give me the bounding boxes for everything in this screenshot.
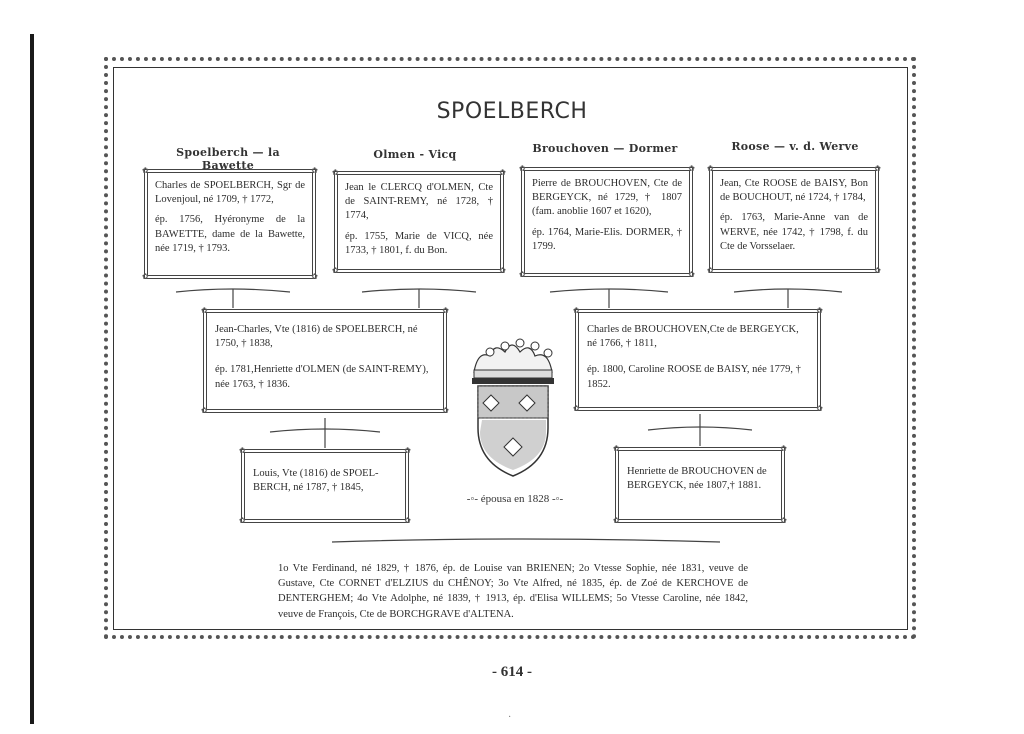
person-line: Henriette de BROUCHOVEN de BERGEYCK, née 1807,† 1881. (627, 466, 767, 492)
marriage-line: ép. 1755, Marie de VICQ, née 1733, † 1801, f. du Bon. (345, 230, 493, 256)
scan-speck: · (508, 712, 512, 723)
connector-brace-7 (332, 539, 720, 542)
marriage-line: ép. 1800, Caroline ROOSE de BAISY, née 1779, † 1852. (587, 364, 801, 390)
marriage-line: ép. 1756, Hyéronyme de la BAWETTE, dame de la Bawette, née 1719, † 1793. (155, 214, 305, 254)
branch-heading-roose: Roose — v. d. Werve (731, 140, 859, 153)
corner-ornament-icon: ✿ (519, 270, 526, 279)
corner-ornament-icon: ✿ (311, 272, 318, 281)
corner-ornament-icon: ✿ (142, 272, 149, 281)
person-box-jean-roose (707, 164, 881, 275)
marriage-line: ép. 1763, Marie-Anne van de WERVE, née 1742, † 1798, f. du Cte de Vorsselaer. (720, 212, 868, 252)
corner-ornament-icon: ✿ (573, 306, 580, 315)
person-box-charles-spoelberch (142, 166, 318, 281)
corner-ornament-icon: ✿ (780, 444, 787, 453)
marriage-line: ép. 1764, Marie-Elis. DORMER, † 1799. (532, 226, 682, 252)
person-line: Jean, Cte ROOSE de BAISY, Bon de BOUCHOUT, né 1724, † 1784, (720, 178, 868, 204)
corner-ornament-icon: ✿ (874, 164, 881, 173)
corner-ornament-icon: ✿ (780, 516, 787, 525)
corner-ornament-icon: ✿ (519, 164, 526, 173)
branch-heading-brouchoven: Brouchoven — Dormer (532, 142, 678, 155)
person-line: Jean-Charles, Vte (1816) de SPOELBERCH, né 1750, † 1838, (215, 324, 418, 350)
person-line: Charles de SPOELBERCH, Sgr de Lovenjoul, né 1709, † 1772, (155, 180, 305, 206)
page-number: - 614 - (492, 664, 532, 680)
corner-ornament-icon: ✿ (239, 446, 246, 455)
person-box-henriette-brouchoven (613, 444, 787, 525)
person-box-charles-brouchoven (573, 306, 823, 413)
person-line: Louis, Vte (1816) de SPOEL-BERCH, né 1787, † 1845, (253, 468, 379, 494)
corner-ornament-icon: ✿ (707, 164, 714, 173)
corner-ornament-icon: ✿ (499, 168, 506, 177)
corner-ornament-icon: ✿ (239, 516, 246, 525)
corner-ornament-icon: ✿ (442, 306, 449, 315)
corner-ornament-icon: ✿ (201, 306, 208, 315)
branch-heading-olmen: Olmen - Vicq (373, 148, 457, 161)
corner-ornament-icon: ✿ (874, 266, 881, 275)
corner-ornament-icon: ✿ (442, 406, 449, 415)
ornament-right-icon: -◦- (551, 493, 564, 505)
coat-of-arms-icon (472, 339, 554, 476)
corner-ornament-icon: ✿ (332, 168, 339, 177)
person-box-jean-le-clercq (332, 168, 506, 275)
corner-ornament-icon: ✿ (816, 404, 823, 413)
corner-ornament-icon: ✿ (404, 516, 411, 525)
corner-ornament-icon: ✿ (613, 516, 620, 525)
corner-ornament-icon: ✿ (688, 164, 695, 173)
ornament-left-icon: -◦- (466, 493, 479, 505)
person-box-pierre-brouchoven (519, 164, 695, 279)
corner-ornament-icon: ✿ (499, 266, 506, 275)
person-box-louis-spoelberch (239, 446, 411, 525)
corner-ornament-icon: ✿ (816, 306, 823, 315)
marriage-line: ép. 1781,Henriette d'OLMEN (de SAINT-REMY), née 1763, † 1836. (215, 364, 429, 390)
corner-ornament-icon: ✿ (201, 406, 208, 415)
page-title: SPOELBERCH (436, 99, 588, 124)
descendants-note: 1o Vte Ferdinand, né 1829, † 1876, ép. de Louise van BRIENEN; 2o Vtesse Sophie, née 1831, veuve de Gustave, Cte CORNET d'ELZIUS du CHÊNOY; 3o Vte Alfred, né 1835, ép. de Zoé de KERCHOVE de DENTERGHEM; 4o Vte Adolphe, né 1839, † 1913, ép. d'Elisa WILLEMS; 5o Vtesse Caroline, née 1842, veuve de François, Cte de BORCHGRAVE d'ALTENA. (278, 563, 748, 620)
corner-ornament-icon: ✿ (142, 166, 149, 175)
corner-ornament-icon: ✿ (707, 266, 714, 275)
corner-ornament-icon: ✿ (573, 404, 580, 413)
branch-heading-spoelberch: Spoelberch — la Bawette (176, 146, 280, 172)
person-line: Charles de BROUCHOVEN,Cte de BERGEYCK, né 1766, † 1811, (587, 324, 799, 350)
corner-ornament-icon: ✿ (332, 266, 339, 275)
corner-ornament-icon: ✿ (404, 446, 411, 455)
person-line: Pierre de BROUCHOVEN, Cte de BERGEYCK, né 1729, † 1807 (fam. anoblie 1607 et 1620), (532, 178, 682, 218)
person-box-jean-charles-spoelberch (201, 306, 449, 415)
corner-ornament-icon: ✿ (613, 444, 620, 453)
marriage-label: -◦- épousa en 1828 -◦- (466, 493, 564, 505)
person-line: Jean le CLERCQ d'OLMEN, Cte de SAINT-REMY, né 1728, † 1774, (345, 182, 493, 222)
corner-ornament-icon: ✿ (311, 166, 318, 175)
corner-ornament-icon: ✿ (688, 270, 695, 279)
